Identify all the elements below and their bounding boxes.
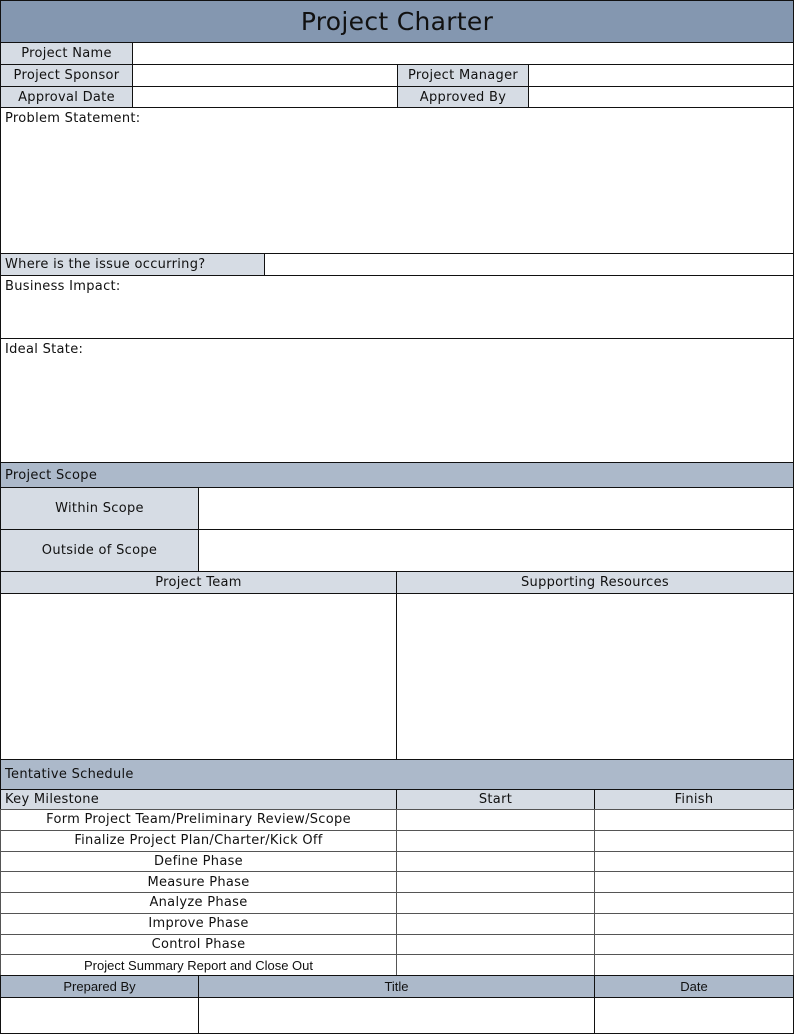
milestone-start-field[interactable] [396,851,595,873]
approval-date-field[interactable] [132,86,398,108]
milestone-name: Control Phase [0,934,397,956]
project-team-header: Project Team [0,571,397,594]
milestone-start-field[interactable] [396,892,595,914]
milestone-finish-field[interactable] [594,830,794,852]
project-manager-field[interactable] [528,64,794,87]
milestone-start-field[interactable] [396,954,595,976]
problem-statement-field[interactable] [0,107,794,254]
milestone-name: Finalize Project Plan/Charter/Kick Off [0,830,397,852]
key-milestone-column-header: Key Milestone [0,789,397,810]
project-sponsor-label: Project Sponsor [0,64,133,87]
milestone-finish-field[interactable] [594,851,794,873]
date-field[interactable] [594,997,794,1034]
milestone-finish-field[interactable] [594,809,794,831]
approved-by-field[interactable] [528,86,794,108]
milestone-name: Define Phase [0,851,397,873]
outside-scope-label: Outside of Scope [0,529,199,572]
approved-by-label: Approved By [397,86,529,108]
prepared-by-header: Prepared By [0,975,199,998]
milestone-start-field[interactable] [396,871,595,893]
title-field[interactable] [198,997,595,1034]
milestone-start-field[interactable] [396,913,595,935]
milestone-start-field[interactable] [396,809,595,831]
page-title: Project Charter [0,0,794,43]
start-column-header: Start [396,789,595,810]
where-issue-label: Where is the issue occurring? [0,253,265,276]
title-header: Title [198,975,595,998]
project-scope-header: Project Scope [0,462,794,488]
milestone-finish-field[interactable] [594,954,794,976]
milestone-name: Form Project Team/Preliminary Review/Scope [0,809,397,831]
date-header: Date [594,975,794,998]
project-sponsor-field[interactable] [132,64,398,87]
problem-statement-label: Problem Statement: [5,111,141,126]
prepared-by-field[interactable] [0,997,199,1034]
finish-column-header: Finish [594,789,794,810]
within-scope-label: Within Scope [0,487,199,530]
project-name-field[interactable] [132,42,794,65]
milestone-finish-field[interactable] [594,871,794,893]
milestone-finish-field[interactable] [594,892,794,914]
where-issue-field[interactable] [264,253,794,276]
milestone-finish-field[interactable] [594,934,794,956]
milestone-name: Measure Phase [0,871,397,893]
milestone-name: Improve Phase [0,913,397,935]
milestone-finish-field[interactable] [594,913,794,935]
project-manager-label: Project Manager [397,64,529,87]
milestone-start-field[interactable] [396,934,595,956]
project-team-field[interactable] [0,593,397,760]
supporting-resources-field[interactable] [396,593,794,760]
supporting-resources-header: Supporting Resources [396,571,794,594]
outside-scope-field[interactable] [198,529,794,572]
milestone-name: Project Summary Report and Close Out [0,954,397,976]
tentative-schedule-header: Tentative Schedule [0,759,794,790]
project-name-label: Project Name [0,42,133,65]
ideal-state-label: Ideal State: [5,342,84,357]
milestone-name: Analyze Phase [0,892,397,914]
approval-date-label: Approval Date [0,86,133,108]
within-scope-field[interactable] [198,487,794,530]
business-impact-field[interactable] [0,275,794,339]
ideal-state-field[interactable] [0,338,794,463]
business-impact-label: Business Impact: [5,279,121,294]
milestone-start-field[interactable] [396,830,595,852]
